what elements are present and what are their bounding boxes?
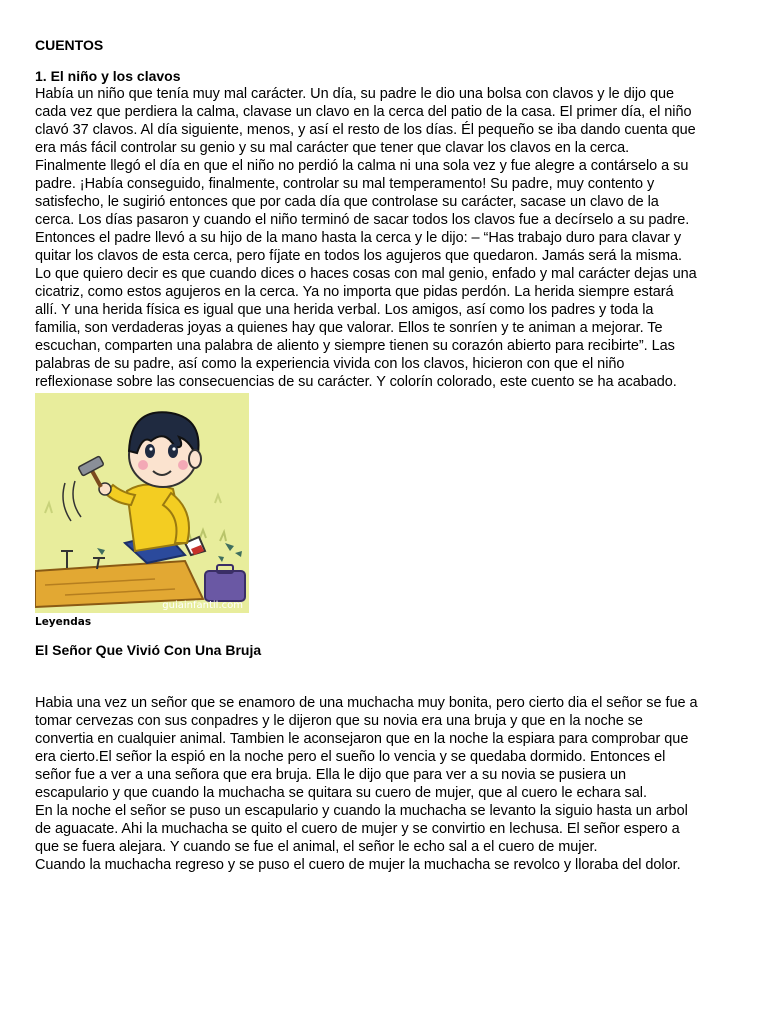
story2-title: El Señor Que Vivió Con Una Bruja <box>35 642 262 658</box>
document-heading: CUENTOS <box>35 37 104 53</box>
story1-title: 1. El niño y los clavos <box>35 68 181 84</box>
section-label-leyendas: Leyendas <box>35 616 92 628</box>
story2-text: Habia una vez un señor que se enamoro de una muchacha muy bonita, pero cierto dia el señor se fue a tomar cervezas con sus conpadres y le dijeron que su novia era una bruja y que en la noche se convertia en cualquier animal. Tambien le aconsejaron que en la noche la espiara para comprobar que era cierto.El señor la espió en la noche pero el sueño lo vencia y se quedaba dormido. Entonces el señor fue a ver a una señora que era bruja. Ella le dijo que para ver a su novia se pusiera un escapulario y que cuando la muchacha se quitara su cuero de mujer, que al cuero le echara sal. En la noche el señor se puso un escapulario y cuando la muchacha se levanto la siguio hasta un arbol de aguacate. Ahi la muchacha se quito el cuero de mujer y se convirtio en lechusa. El señor espero a que se fuera alejara. Y cuando se fue el animal, el señor le echo sal a el cuero de mujer. Cuando la muchacha regreso y se puso el cuero de mujer la muchacha se revolco y lloraba del dolor. <box>35 695 698 873</box>
story1-text: Había un niño que tenía muy mal carácter. Un día, su padre le dio una bolsa con clavos y le dijo que cada vez que perdiera la calma, clavase un clavo en la cerca del patio de la casa. El primer día, el niño clavó 37 clavos. Al día siguiente, menos, y así el resto de los días. Él pequeño se iba dando cuenta que era más fácil controlar su genio y su mal carácter que tener que clavar los clavos en la cerca. Finalmente llegó el día en que el niño no perdió la calma ni una sola vez y fue alegre a contárselo a su padre. ¡Había conseguido, finalmente, controlar su mal temperamento! Su padre, muy contento y satisfecho, le sugirió entonces que por cada día que controlase su carácter, sacase un clavo de la cerca. Los días pasaron y cuando el niño terminó de sacar todos los clavos fue a decírselo a su padre. Entonces el padre llevó a su hijo de la mano hasta la cerca y le dijo: – “Has trabajo duro para clavar y quitar los clavos de esta cerca, pero fíjate en todos los agujeros que quedaron. Jamás será la misma. Lo que quiero decir es que cuando dices o haces cosas con mal genio, enfado y mal carácter dejas una cicatriz, como estos agujeros en la cerca. Ya no importa que pidas perdón. La herida siempre estará allí. Y una herida física es igual que una herida verbal. Los amigos, así como los padres y toda la familia, son verdaderas joyas a quienes hay que valorar. Ellos te sonríen y te animan a mejorar. Te escuchan, comparten una palabra de aliento y siempre tienen su corazón abierto para recibirte”. Las palabras de su padre, así como la experiencia vivida con los clavos, hicieron con que el niño reflexionase sobre las consecuencias de su carácter. Y colorín colorado, este cuento se ha acabado. <box>35 86 697 390</box>
document-page <box>35 36 735 874</box>
boy-hammering-nails-illustration <box>35 393 249 613</box>
image-watermark: guiainfantil.com <box>162 600 243 611</box>
